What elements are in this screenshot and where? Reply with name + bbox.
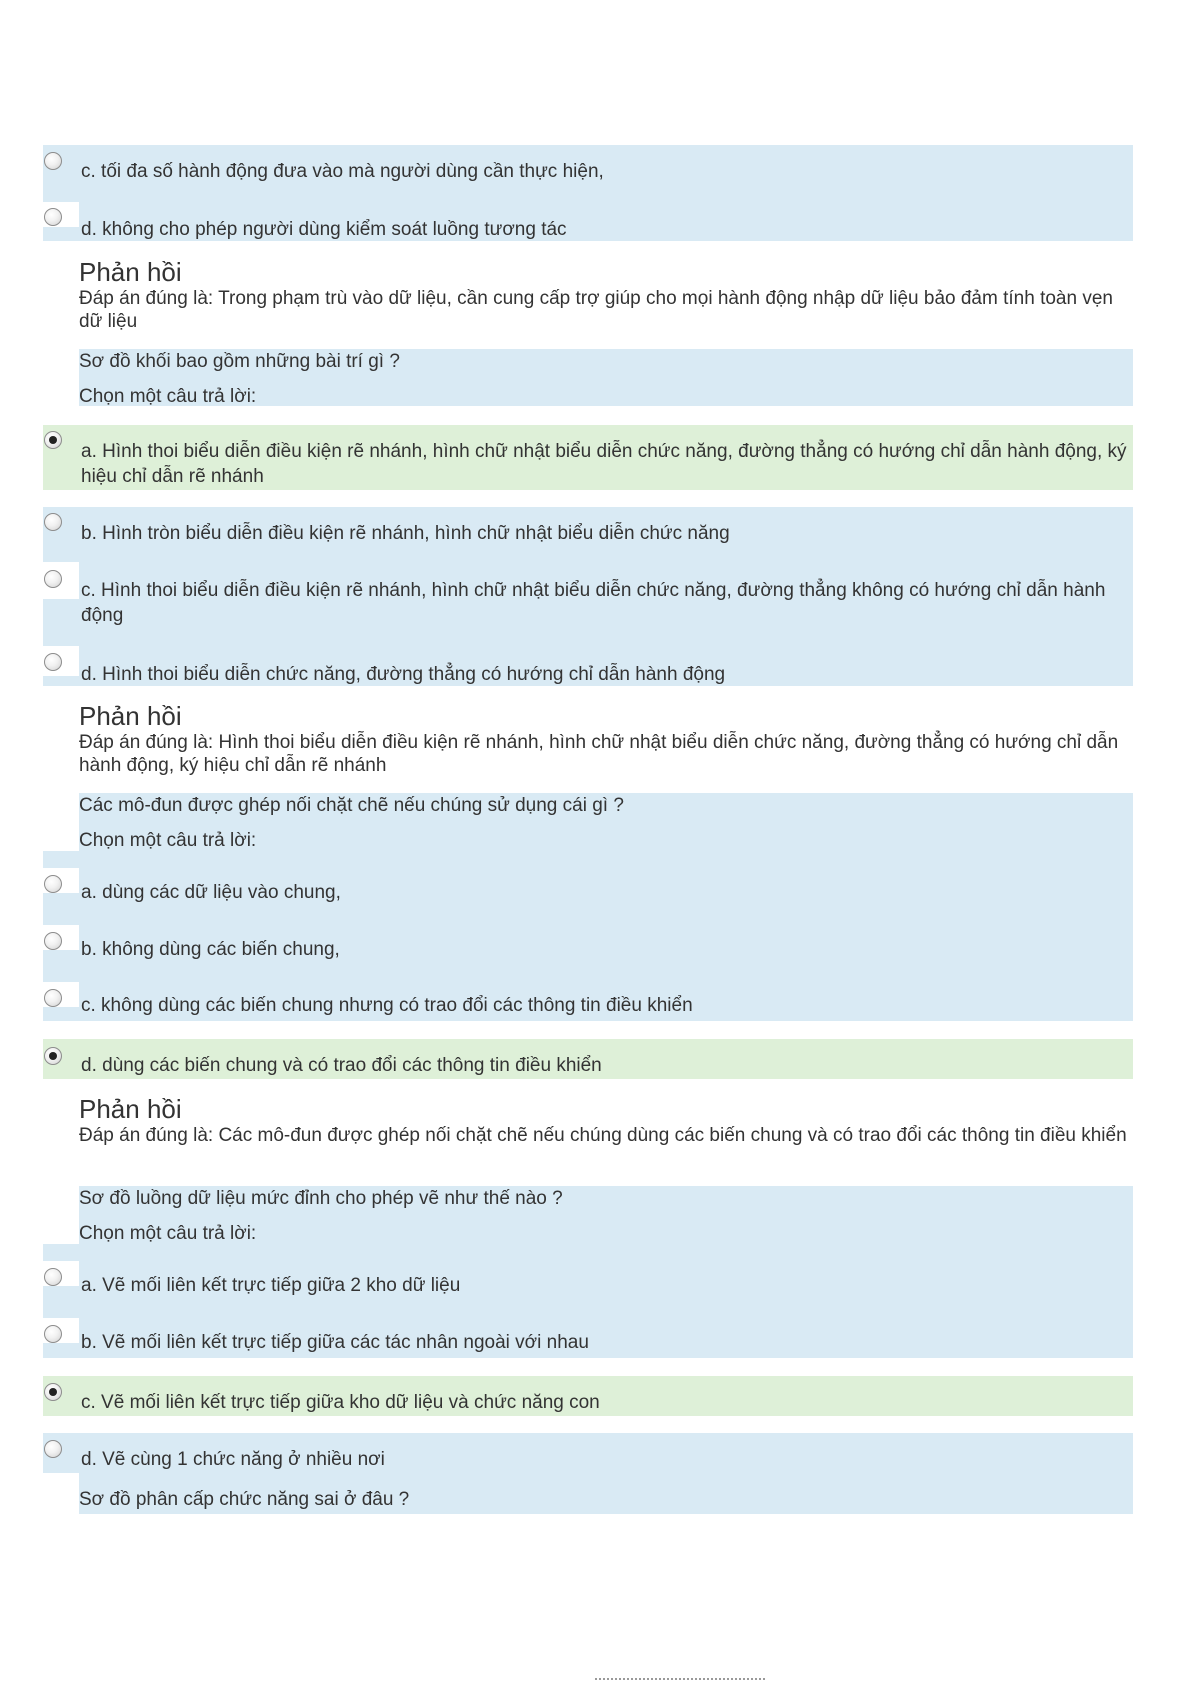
radio-button[interactable] xyxy=(44,152,62,170)
answer-option[interactable] xyxy=(43,636,1133,686)
radio-button[interactable] xyxy=(44,1440,62,1458)
question-box xyxy=(79,1186,1133,1244)
feedback xyxy=(79,257,1133,333)
feedback-title: Phản hồi xyxy=(79,257,182,287)
answer-option[interactable] xyxy=(43,1376,1133,1416)
radio-button-selected[interactable] xyxy=(44,1383,62,1401)
radio-button-selected[interactable] xyxy=(44,431,62,449)
option-text: d. Vẽ cùng 1 chức năng ở nhiều nơi xyxy=(79,1433,1133,1473)
question-box xyxy=(79,349,1133,406)
question-text: Sơ đồ luồng dữ liệu mức đỉnh cho phép vẽ như thế nào ? xyxy=(79,1188,563,1209)
option-text: b. Vẽ mối liên kết trực tiếp giữa các tác nhân ngoài với nhau xyxy=(79,1301,1133,1358)
radio-button-selected[interactable] xyxy=(44,1047,62,1065)
radio-button[interactable] xyxy=(44,653,62,671)
question-box xyxy=(79,1473,1133,1514)
answer-option[interactable] xyxy=(43,1244,1133,1301)
option-text: b. không dùng các biến chung, xyxy=(79,908,1133,965)
answer-option[interactable] xyxy=(43,507,1133,549)
option-text: d. không cho phép người dùng kiểm soát luồng tương tác xyxy=(79,185,1133,241)
feedback-text: Đáp án đúng là: Các mô-đun được ghép nối chặt chẽ nếu chúng dùng các biến chung và có trao đổi các thông tin điều khiển xyxy=(79,1125,1127,1146)
option-text: c. tối đa số hành động đưa vào mà người dùng cần thực hiện, xyxy=(81,161,604,182)
radio-button[interactable] xyxy=(44,208,62,226)
answer-option[interactable] xyxy=(43,1301,1133,1358)
feedback-text: Đáp án đúng là: Hình thoi biểu diễn điều kiện rẽ nhánh, hình chữ nhật biểu diễn chức năng, đường thẳng có hướng chỉ dẫn hành động, ký hiệu chỉ dẫn rẽ nhánh xyxy=(79,732,1119,776)
option-text: c. Vẽ mối liên kết trực tiếp giữa kho dữ liệu và chức năng con xyxy=(81,1392,600,1413)
answer-option[interactable] xyxy=(43,145,1133,185)
option-text: b. Hình tròn biểu diễn điều kiện rẽ nhánh, hình chữ nhật biểu diễn chức năng xyxy=(81,523,730,544)
answer-prompt: Chọn một câu trả lời: xyxy=(79,1223,257,1244)
radio-button[interactable] xyxy=(44,875,62,893)
answer-option[interactable] xyxy=(43,425,1133,490)
answer-prompt: Chọn một câu trả lời: xyxy=(79,386,257,407)
option-text: d. dùng các biến chung và có trao đổi các thông tin điều khiển xyxy=(79,1039,1133,1079)
option-text: a. Vẽ mối liên kết trực tiếp giữa 2 kho dữ liệu xyxy=(79,1244,1133,1301)
radio-button[interactable] xyxy=(44,1325,62,1343)
question-text: Sơ đồ phân cấp chức năng sai ở đâu ? xyxy=(79,1489,410,1510)
feedback-title: Phản hồi xyxy=(79,1094,182,1124)
question-text: Sơ đồ khối bao gồm những bài trí gì ? xyxy=(79,351,400,372)
question-box xyxy=(79,793,1133,851)
option-text: a. dùng các dữ liệu vào chung, xyxy=(79,851,1133,908)
answer-option[interactable] xyxy=(43,1433,1133,1473)
radio-button[interactable] xyxy=(44,1268,62,1286)
answer-option[interactable] xyxy=(43,965,1133,1021)
option-text: d. Hình thoi biểu diễn chức năng, đường thẳng có hướng chỉ dẫn hành động xyxy=(79,636,1133,686)
radio-button[interactable] xyxy=(44,989,62,1007)
answer-option[interactable] xyxy=(43,1039,1133,1079)
option-text: c. không dùng các biến chung nhưng có trao đổi các thông tin điều khiển xyxy=(79,965,1133,1021)
answer-prompt: Chọn một câu trả lời: xyxy=(79,830,257,851)
answer-option[interactable] xyxy=(43,851,1133,908)
feedback xyxy=(79,701,1133,777)
answer-option[interactable] xyxy=(43,549,1133,636)
answer-option[interactable] xyxy=(43,185,1133,241)
answer-option[interactable] xyxy=(43,908,1133,965)
feedback-text: Đáp án đúng là: Trong phạm trù vào dữ liệu, cần cung cấp trợ giúp cho mọi hành động nhập dữ liệu bảo đảm tính toàn vẹn dữ liệu xyxy=(79,288,1113,332)
feedback xyxy=(79,1094,1133,1147)
page-footer-divider xyxy=(595,1678,765,1682)
radio-button[interactable] xyxy=(44,513,62,531)
option-text: c. Hình thoi biểu diễn điều kiện rẽ nhánh, hình chữ nhật biểu diễn chức năng, đường thẳng không có hướng chỉ dẫn hành động xyxy=(79,549,1133,636)
feedback-title: Phản hồi xyxy=(79,701,182,731)
question-text: Các mô-đun được ghép nối chặt chẽ nếu chúng sử dụng cái gì ? xyxy=(79,795,624,816)
radio-button[interactable] xyxy=(44,932,62,950)
option-text: a. Hình thoi biểu diễn điều kiện rẽ nhánh, hình chữ nhật biểu diễn chức năng, đường thẳng có hướng chỉ dẫn hành động, ký hiệu chỉ dẫn rẽ nhánh xyxy=(81,441,1127,487)
radio-button[interactable] xyxy=(44,570,62,588)
